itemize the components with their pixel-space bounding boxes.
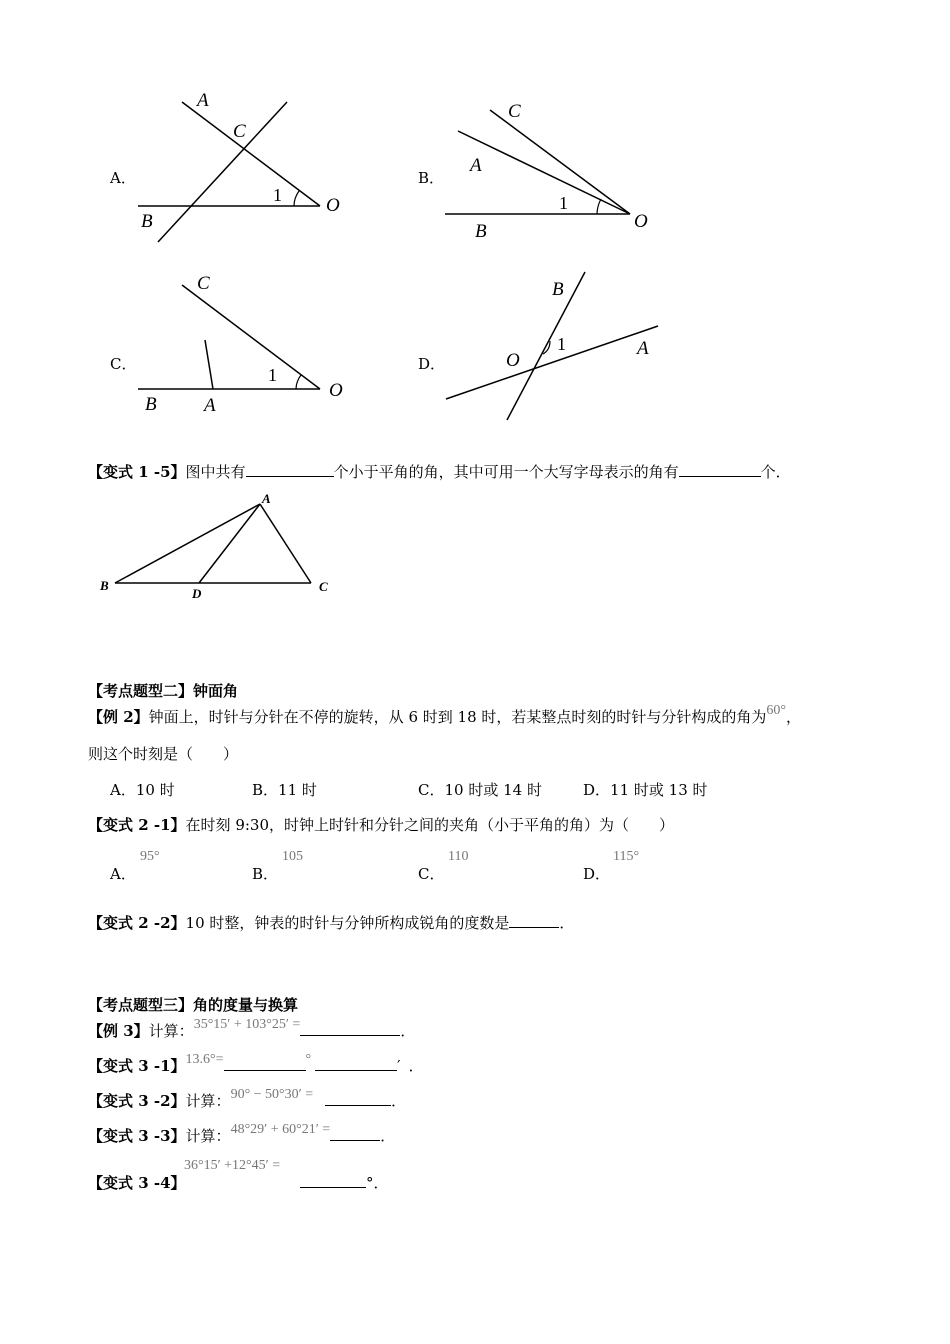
angle-arc (543, 341, 550, 354)
question-v3-4 (88, 1172, 186, 1193)
ray-oa (458, 131, 630, 214)
question-tag: 【变式 2 -1】 (88, 816, 186, 834)
label-o: O (634, 211, 648, 232)
v2-1-option-c-value: 110 (448, 849, 469, 864)
figure-option-c (130, 268, 360, 432)
label-c: C (197, 273, 210, 294)
answer-blank-2[interactable] (679, 462, 761, 477)
question-v3-2: 【变式 3 -2】计算：90° − 50°30′ = ． (88, 1087, 407, 1110)
figure-triangle-abc (95, 487, 345, 606)
figure-option-b (435, 95, 665, 249)
question-tag: 【例 2】 (88, 708, 149, 726)
v3-4-answer: °． (300, 1172, 389, 1193)
line-bc (158, 102, 287, 242)
label-b: B (145, 394, 157, 415)
v2-1-option-c-label: C． (418, 865, 445, 883)
option-c-label: C． (110, 355, 137, 373)
label-b: B (552, 279, 564, 300)
answer-blank[interactable] (325, 1091, 391, 1106)
answer-blank[interactable] (300, 1021, 400, 1036)
label-a: A (470, 155, 482, 176)
answer-blank[interactable] (300, 1173, 366, 1188)
question-v1-5: 【变式 1 -5】图中共有 个小于平角的角，其中可用一个大写字母表示的角有 个． (88, 463, 791, 481)
label-b: B (475, 221, 487, 242)
option-d-label: D． (418, 355, 446, 373)
label-c: C (233, 121, 246, 142)
expression: 35°15′ + 103°25′ = (193, 1017, 301, 1032)
example-2-option-b: B．11 时 (252, 781, 317, 799)
example-2-option-c: C．10 时或 14 时 (418, 781, 542, 799)
expression: 90° − 50°30′ = (230, 1087, 314, 1102)
answer-blank[interactable] (509, 913, 559, 928)
v2-1-option-a-value: 95° (140, 849, 160, 864)
expression: 48°29′ + 60°21′ = (230, 1122, 331, 1137)
label-a: A (262, 491, 271, 506)
v2-1-option-d-value: 115° (613, 849, 640, 864)
example-2-option-d: D．11 时或 13 时 (583, 781, 708, 799)
label-c: C (508, 101, 521, 122)
label-b: B (100, 578, 109, 593)
question-tag: 【变式 1 -5】 (88, 463, 186, 481)
angle-arc (597, 199, 601, 214)
v2-1-option-b-label: B． (252, 865, 279, 883)
label-1: 1 (268, 365, 277, 385)
answer-blank[interactable] (330, 1126, 380, 1141)
label-c: C (319, 579, 328, 594)
label-o: O (329, 380, 343, 401)
v2-1-option-d-label: D． (583, 865, 611, 883)
angle-value: 60° (766, 703, 786, 718)
label-1: 1 (273, 185, 282, 205)
ray-oa (182, 102, 320, 206)
answer-blank-1[interactable] (246, 462, 334, 477)
label-a: A (204, 395, 216, 416)
option-a-label: A． (110, 169, 136, 187)
label-a: A (197, 90, 209, 111)
question-tag: 【变式 2 -2】 (88, 914, 186, 932)
figure-option-d (440, 268, 670, 432)
question-v2-2: 【变式 2 -2】10 时整，钟表的时针与分钟所构成锐角的度数是 ． (88, 914, 575, 932)
expression: 13.6°= (185, 1052, 224, 1067)
example-3: 【例 3】计算：35°15′ + 103°25′ = ． (88, 1017, 416, 1040)
v2-1-option-a-label: A． (110, 865, 136, 883)
label-d: D (192, 586, 202, 601)
ray-oc (182, 285, 320, 389)
segment-a (205, 340, 213, 389)
v3-4-expression: 36°15′ +12°45′ = (184, 1158, 281, 1173)
option-b-label: B． (418, 169, 445, 187)
question-v3-1: 【变式 3 -1】13.6°= ° ′ ． (88, 1052, 424, 1075)
label-b: B (141, 211, 153, 232)
label-a: A (637, 338, 649, 359)
figure-option-a (130, 85, 360, 259)
question-tag: 【变式 3 -2】 (88, 1092, 186, 1110)
line-oa (446, 326, 658, 399)
label-o: O (506, 350, 520, 371)
line-ob (507, 272, 585, 420)
question-tag: 【变式 3 -1】 (88, 1057, 186, 1075)
example-2-option-a: A．10 时 (110, 781, 175, 799)
section-3-heading: 【考点题型三】角的度量与换算 (88, 996, 299, 1014)
v2-1-option-b-value: 105 (282, 849, 303, 864)
example-2: 【例 2】钟面上，时针与分针在不停的旋转，从 6 时到 18 时，若某整点时刻的时针与分针构成的角为60°， (88, 703, 802, 726)
question-v3-3: 【变式 3 -3】计算：48°29′ + 60°21′ = ． (88, 1122, 396, 1145)
label-1: 1 (557, 334, 566, 354)
question-tag: 【变式 3 -4】 (88, 1174, 186, 1192)
question-v2-1: 【变式 2 -1】在时刻 9:30，时钟上时针和分针之间的夹角（小于平角的角）为（ ） (88, 816, 675, 834)
question-tag: 【例 3】 (88, 1022, 149, 1040)
question-tag: 【变式 3 -3】 (88, 1127, 186, 1145)
example-2-line2: 则这个时刻是（ ） (88, 745, 239, 763)
angle-arc (296, 375, 301, 389)
label-o: O (326, 195, 340, 216)
answer-blank-minutes[interactable] (315, 1056, 397, 1071)
label-1: 1 (559, 193, 568, 213)
angle-arc (294, 191, 299, 206)
answer-blank-degrees[interactable] (224, 1056, 306, 1071)
section-2-heading: 【考点题型二】钟面角 (88, 682, 239, 700)
